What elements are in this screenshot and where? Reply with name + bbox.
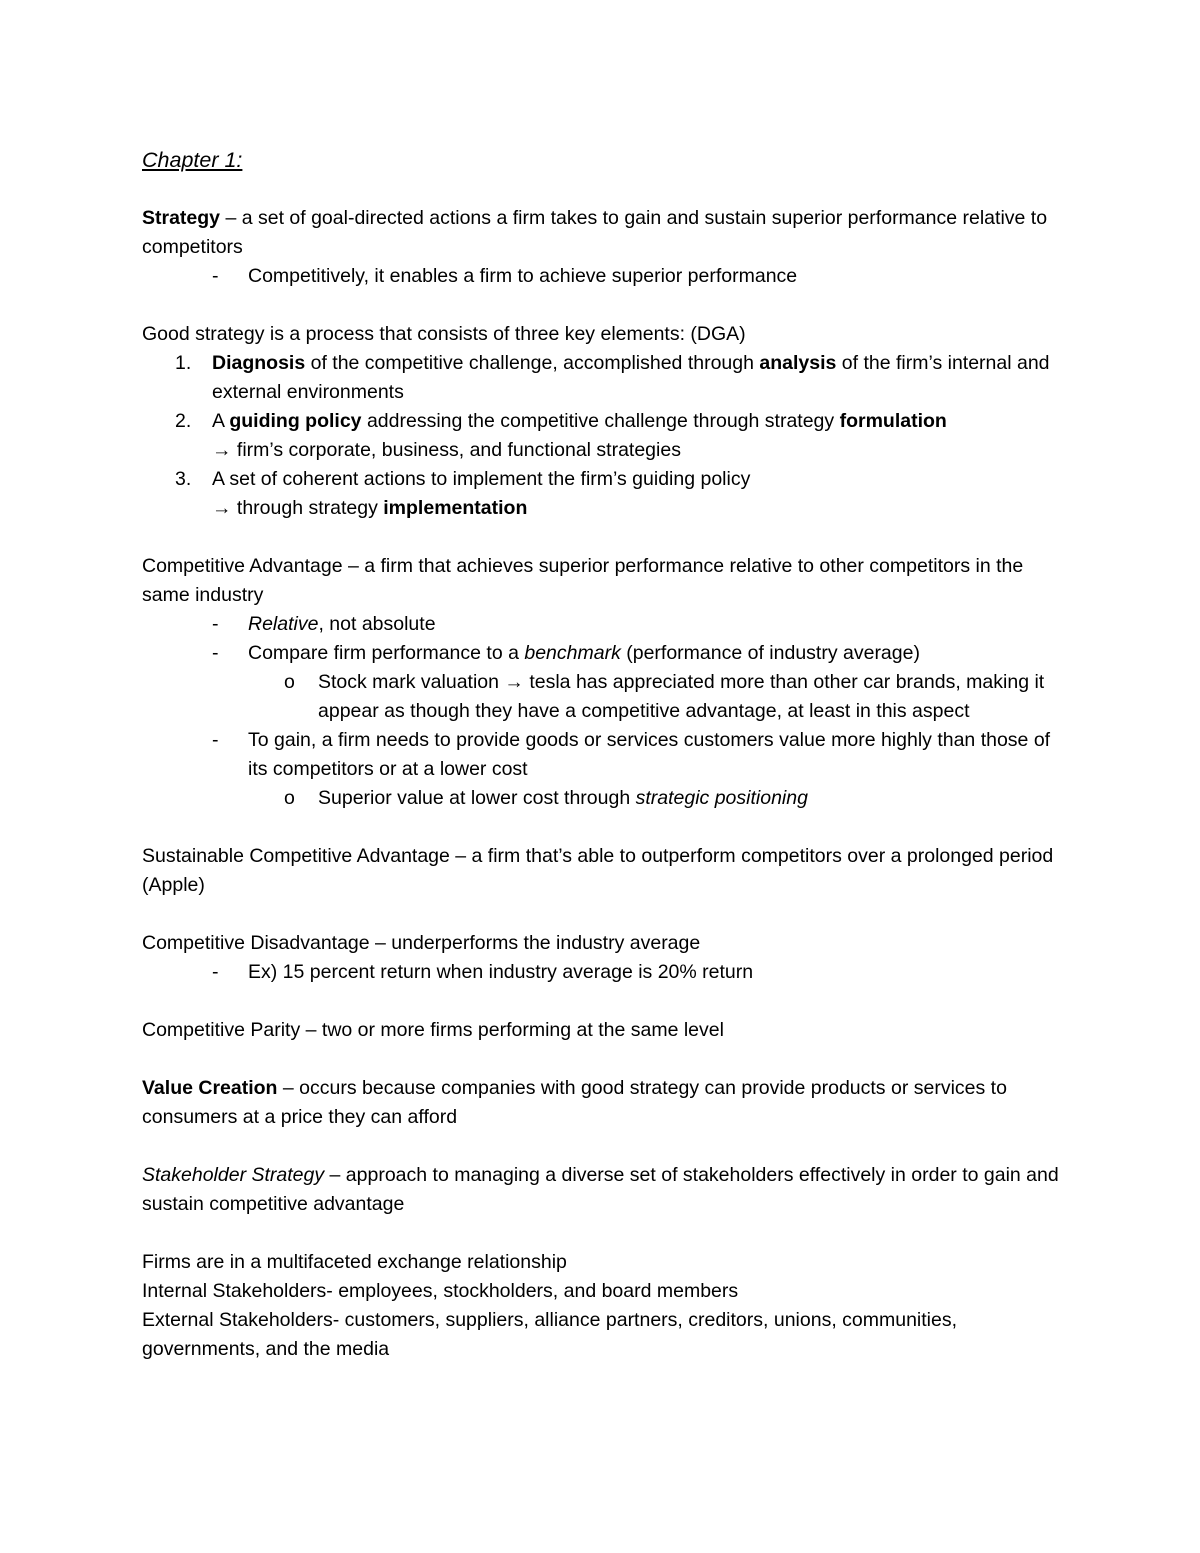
numbered-item-1: 1. Diagnosis of the competitive challenge, accomplished through analysis of the firm’s internal and external environments xyxy=(142,349,1072,407)
value-creation-term: Value Creation xyxy=(142,1077,278,1099)
spacer xyxy=(142,987,1072,1016)
spacer xyxy=(142,900,1072,929)
stakeholder-strategy-term: Stakeholder Strategy xyxy=(142,1164,325,1186)
stakeholder-strategy-definition: Stakeholder Strategy – approach to managing a diverse set of stakeholders effectively in order to gain and sustain competitive advantage xyxy=(142,1164,1059,1215)
circle-marker: o xyxy=(284,787,295,809)
strategy-term: Strategy xyxy=(142,207,221,229)
value-creation-definition: Value Creation – occurs because companies with good strategy can provide products or services to consumers at a price they can afford xyxy=(142,1077,1007,1128)
numbered-item-3-arrow-line: → through strategy implementation xyxy=(212,497,528,519)
dash-marker: - xyxy=(212,265,219,287)
spacer xyxy=(142,523,1072,552)
spacer xyxy=(142,175,1072,204)
arrow-right-icon: → xyxy=(212,439,232,461)
spacer xyxy=(142,291,1072,320)
strategy-bullet: - Competitively, it enables a firm to achieve superior performance xyxy=(142,262,1072,291)
sustainable-advantage-definition: Sustainable Competitive Advantage – a firm that’s able to outperform competitors over a prolonged period (Apple) xyxy=(142,845,1054,896)
dash-marker: - xyxy=(212,642,219,664)
spacer xyxy=(142,1132,1072,1161)
numbered-item-2: 2. A guiding policy addressing the competitive challenge through strategy formulation xyxy=(142,407,1072,436)
spacer xyxy=(142,1219,1072,1248)
ca-bullet-2: - Compare firm performance to a benchmark (performance of industry average) xyxy=(142,639,1072,668)
stakeholders-line-1: Firms are in a multifaceted exchange relationship xyxy=(142,1251,567,1273)
stakeholders-line-3: External Stakeholders- customers, suppliers, alliance partners, creditors, unions, communities, governments, and the media xyxy=(142,1309,958,1360)
spacer xyxy=(142,813,1072,842)
circle-marker: o xyxy=(284,671,295,693)
numbered-item-3: 3. A set of coherent actions to implement the firm’s guiding policy xyxy=(142,465,1072,494)
number-marker: 1. xyxy=(175,352,192,374)
dash-marker: - xyxy=(212,961,219,983)
competitive-disadvantage-definition: Competitive Disadvantage – underperforms the industry average xyxy=(142,932,701,954)
arrow-right-icon: → xyxy=(212,497,232,519)
spacer xyxy=(142,1045,1072,1074)
competitive-advantage-definition: Competitive Advantage – a firm that achieves superior performance relative to other competitors in the same industry xyxy=(142,555,1024,606)
good-strategy-intro: Good strategy is a process that consists of three key elements: (DGA) xyxy=(142,323,746,345)
document-body xyxy=(142,146,1072,1364)
disadvantage-bullet: - Ex) 15 percent return when industry average is 20% return xyxy=(142,958,1072,987)
dash-marker: - xyxy=(212,729,219,751)
strategy-definition: Strategy – a set of goal-directed actions a firm takes to gain and sustain superior performance relative to competitors xyxy=(142,207,1048,258)
dash-marker: - xyxy=(212,613,219,635)
competitive-parity-definition: Competitive Parity – two or more firms performing at the same level xyxy=(142,1019,724,1041)
ca-bullet-1: - Relative, not absolute xyxy=(142,610,1072,639)
stakeholders-line-2: Internal Stakeholders- employees, stockholders, and board members xyxy=(142,1280,739,1302)
arrow-right-icon: → xyxy=(504,671,524,693)
number-marker: 3. xyxy=(175,468,192,490)
numbered-item-2-arrow-line: → firm’s corporate, business, and functional strategies xyxy=(212,439,681,461)
ca-sub-bullet-1: o Stock mark valuation → tesla has appreciated more than other car brands, making it appear as though they have a competitive advantage, at least in this aspect xyxy=(142,668,1072,726)
chapter-title: Chapter 1: xyxy=(142,148,243,172)
number-marker: 2. xyxy=(175,410,192,432)
ca-sub-bullet-2: o Superior value at lower cost through strategic positioning xyxy=(142,784,1072,813)
ca-bullet-3: - To gain, a firm needs to provide goods or services customers value more highly than those of its competitors or at a lower cost xyxy=(142,726,1072,784)
